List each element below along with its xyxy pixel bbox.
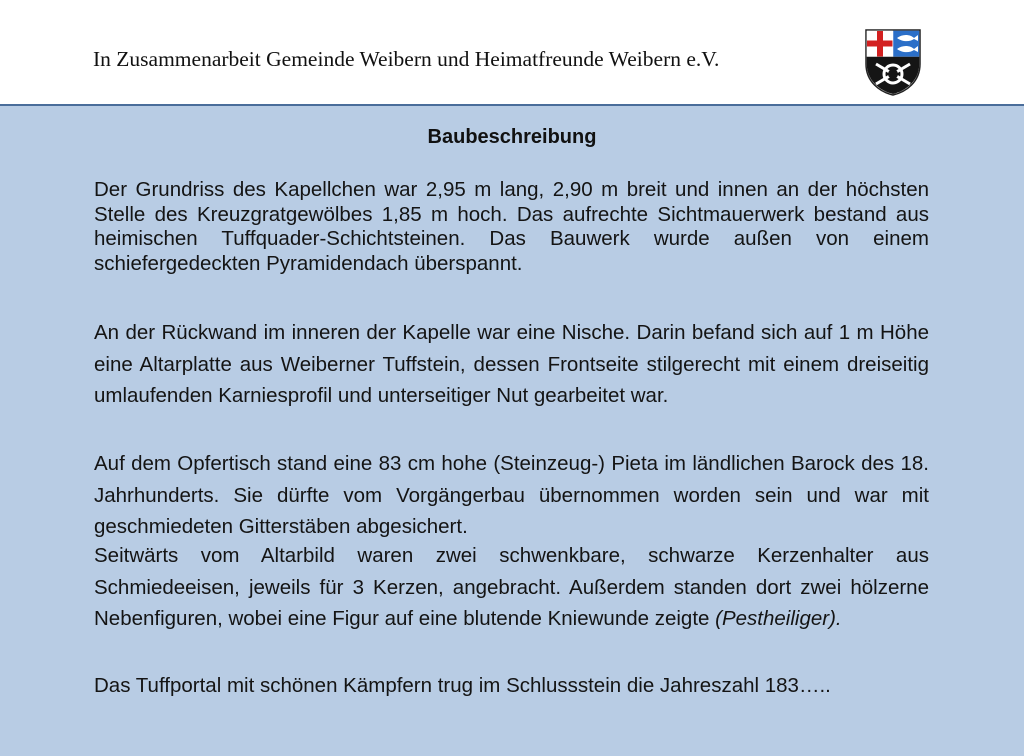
paragraph-candle-holders [94,540,929,635]
header-title: In Zusammenarbeit Gemeinde Weibern und Heimatfreunde Weibern e.V. [93,47,720,71]
weibern-coat-of-arms-icon [864,28,922,96]
paragraph-portal: Das Tuffportal mit schönen Kämpfern trug im Schlussstein die Jahreszahl 183….. [94,674,831,697]
paragraph-candle-holders-italic: (Pestheiliger). [715,607,842,630]
section-title: Baubeschreibung [427,126,597,148]
page-header [0,0,1024,104]
paragraph-candle-holders-text: Seitwärts vom Altarbild waren zwei schwenkbare, schwarze Kerzenhalter aus Schmiedeeisen, jeweils für 3 Kerzen, angebracht. Außerdem standen dort zwei hölzerne Nebenfiguren, wobei eine Figur auf eine blutende Kniewunde zeigte [94,544,929,630]
paragraph-pieta: Auf dem Opfertisch stand eine 83 cm hohe (Steinzeug-) Pieta im ländlichen Barock des 18. Jahrhunderts. Sie dürfte vom Vorgängerbau übernommen worden sein und war mit geschmiedeten Gitterstäben abgesichert. [94,452,929,538]
content-panel [0,106,1024,756]
paragraph-dimensions: Der Grundriss des Kapellchen war 2,95 m lang, 2,90 m breit und innen an der höchsten Stelle des Kreuzgratgewölbes 1,85 m hoch. Das aufrechte Sichtmauerwerk bestand aus heimischen Tuffquader-Schichtsteinen. Das Bauwerk wurde außen von einem schiefergedeckten Pyramidendach überspannt. [94,178,929,275]
paragraph-altar: An der Rückwand im inneren der Kapelle war eine Nische. Darin befand sich auf 1 m Höhe eine Altarplatte aus Weiberner Tuffstein, dessen Frontseite stilgerecht mit einem dreiseitig umlaufenden Karniesprofil und unterseitiger Nut gearbeitet war. [94,321,929,407]
